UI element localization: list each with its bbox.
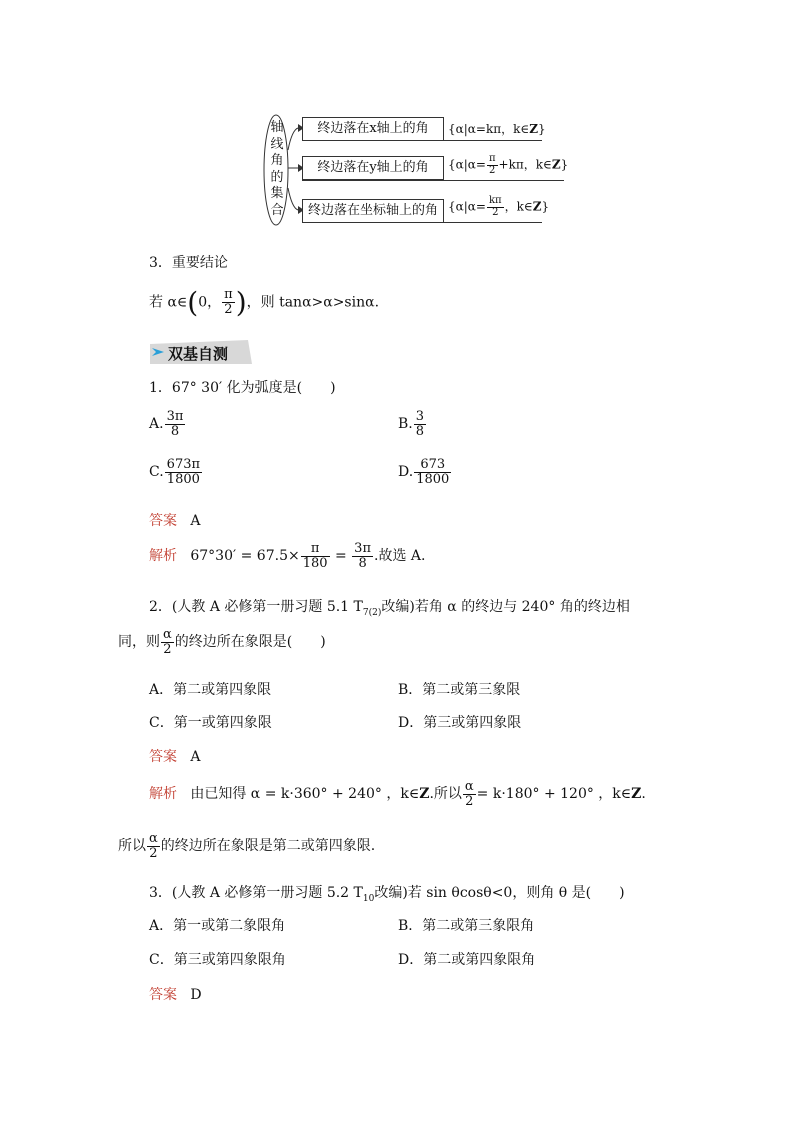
answer-label: 答案 — [149, 749, 177, 765]
fraction: $\frac{\pi}{2}$ — [488, 153, 496, 176]
row-divider — [302, 180, 564, 181]
answer-value: A — [190, 749, 201, 765]
answer-value: D — [190, 987, 202, 1003]
diagram-box-coordinate-axis — [302, 199, 444, 223]
fraction: $\frac{k\pi}{2}$ — [488, 195, 502, 218]
q1-option-c: C. $\frac{673\pi}{1800}$ — [149, 457, 201, 487]
oval-char: 线 — [270, 136, 284, 152]
diagram-box-x-axis — [302, 117, 444, 141]
question-2-stem-line-1: 2．(人教 A 必修第一册习题 5.1 $T_{7(2)}$改编)若角 α 的终边与 240° 角的终边相 — [149, 599, 630, 618]
q2-option-b: B．第二或第三象限 — [398, 682, 521, 698]
banner-title: 双基自测 — [168, 345, 229, 363]
q1-option-b: B. $\frac{3}{8}$ — [398, 409, 425, 439]
q1-analysis: 解析 67°30′ = 67.5× $\frac{\pi}{180}$ = $\frac{3\pi}{8}$ .故选 A. — [149, 541, 426, 571]
fraction: $\frac{\pi}{180}$ — [302, 541, 328, 571]
q3-option-a: A．第一或第二象限角 — [149, 918, 286, 934]
fraction: $\frac{673}{1800}$ — [416, 457, 450, 487]
q3-option-c: C．第三或第四象限角 — [149, 952, 286, 968]
q2-option-d: D．第三或第四象限 — [398, 715, 522, 731]
connector-line-3 — [288, 188, 298, 210]
fraction: $\frac{3\pi}{8}$ — [166, 409, 184, 439]
q2-conclusion: 所以 $\frac{\alpha}{2}$ 的终边所在象限是第二或第四象限. — [118, 831, 376, 861]
oval-label — [268, 120, 286, 219]
oval-char: 角 — [270, 153, 284, 168]
section-heading: 3．重要结论 — [149, 255, 228, 271]
fraction: $\frac{673\pi}{1800}$ — [166, 457, 201, 487]
question-1-stem: 1．67° 30′ 化为弧度是( ) — [149, 380, 336, 396]
analysis-label: 解析 — [149, 548, 177, 565]
fraction: $\frac{3\pi}{8}$ — [354, 541, 371, 571]
diagram-box-y-axis — [302, 156, 444, 180]
fraction: $\frac{\pi}{2}$ — [224, 287, 233, 317]
answer-value: A — [190, 513, 201, 529]
q1-answer — [149, 510, 200, 530]
fraction: $\frac{\alpha}{2}$ — [149, 831, 158, 861]
q2-option-a: A．第二或第四象限 — [149, 682, 272, 698]
diagram-box-label: 终边落在坐标轴上的角 — [307, 203, 438, 218]
fraction: $\frac{\alpha}{2}$ — [163, 627, 172, 657]
q2-analysis: 解析 由已知得 α = k·360° + 240° ，k∈Z.所以 $\frac{\alpha}{2}$ = k·180° + 120° ，k∈Z. — [149, 779, 646, 809]
row-divider — [302, 140, 542, 141]
q2-option-c: C．第一或第四象限 — [149, 715, 272, 731]
answer-label: 答案 — [149, 513, 177, 529]
oval-char: 合 — [270, 202, 284, 218]
set-expression-x-axis: {α|α=kπ，k∈Z} — [448, 122, 546, 136]
q3-answer — [149, 984, 202, 1004]
important-conclusion: 若 α∈(0， $\frac{\pi}{2}$ )，则 tanα>α>sinα. — [149, 286, 380, 319]
connector-line-1 — [288, 128, 298, 150]
paren-close: ) — [235, 286, 247, 319]
oval-char: 集 — [270, 186, 284, 201]
answer-label: 答案 — [149, 987, 177, 1003]
paren-open: ( — [187, 286, 199, 319]
set-expression-y-axis: {α|α= $\frac{\pi}{2}$ +kπ，k∈Z} — [448, 153, 569, 176]
oval-char: 的 — [270, 169, 284, 185]
row-divider — [302, 222, 542, 223]
set-expression-coordinate-axis: {α|α= $\frac{k\pi}{2}$ ，k∈Z} — [448, 195, 550, 218]
diagram-box-label: 终边落在x轴上的角 — [317, 121, 429, 136]
analysis-label: 解析 — [149, 786, 177, 803]
question-2-stem-line-2: 同，则 $\frac{\alpha}{2}$ 的终边所在象限是( ) — [118, 627, 326, 657]
q2-answer — [149, 746, 200, 766]
question-3-stem: 3．(人教 A 必修第一册习题 5.2 $T_{10}$改编)若 sin θcosθ<0，则角 θ 是( ) — [149, 885, 625, 904]
q1-option-a: A. $\frac{3\pi}{8}$ — [149, 409, 184, 439]
q1-option-d: D. $\frac{673}{1800}$ — [398, 457, 450, 487]
q3-option-b: B．第二或第三象限角 — [398, 918, 535, 934]
q3-option-d: D．第二或第四象限角 — [398, 952, 536, 968]
oval-char: 轴 — [270, 120, 284, 135]
fraction: $\frac{3}{8}$ — [415, 409, 425, 439]
diagram-box-label: 终边落在y轴上的角 — [317, 160, 429, 175]
fraction: $\frac{\alpha}{2}$ — [464, 779, 474, 809]
